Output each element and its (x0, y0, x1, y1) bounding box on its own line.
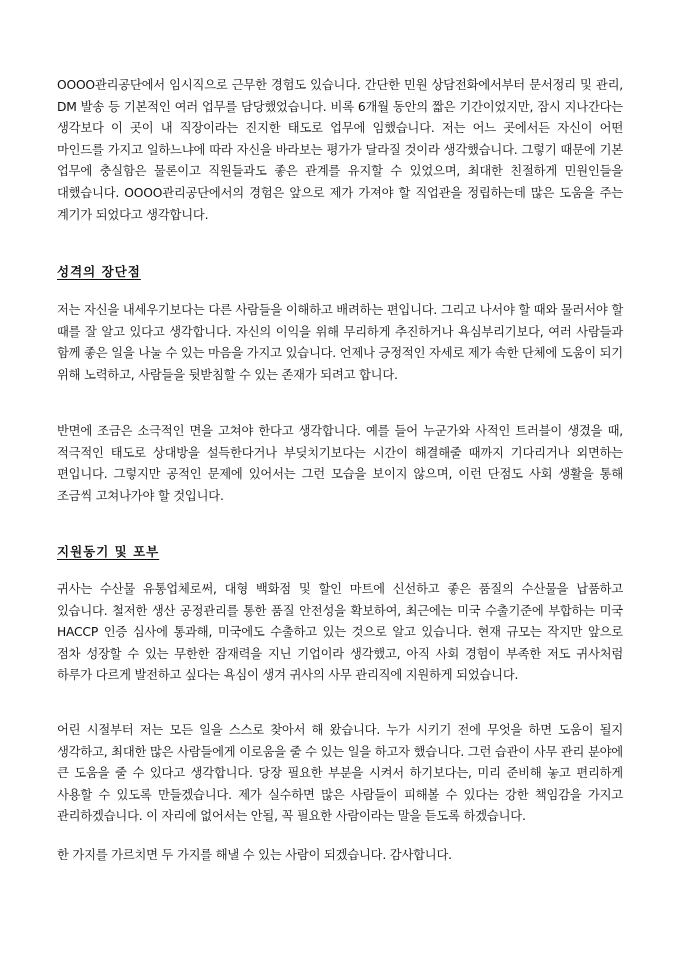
motivation-paragraph-ambition: 어린 시절부터 저는 모든 일을 스스로 찾아서 해 왔습니다. 누가 시키기 전에 무엇을 하면 도움이 될지 생각하고, 최대한 많은 사람들에게 이로움을 줄 수 있는 일을 하고자 했습니다. 그런 습관이 사무 관리 분야에 큰 도움을 줄 수 있다고 생각합니다. 당장 필요한 부분을 시켜서 하기보다는, 미리 준비해 놓고 편리하게 사용할 수 있도록 만들겠습니다. 제가 실수하면 많은 사람들이 피해볼 수 있다는 강한 책임감을 가지고 관리하겠습니다. 이 자리에 없어서는 안될, 꼭 필요한 사람이라는 말을 듣도록 하겠습니다. (57, 723, 623, 824)
closing-sentence: 한 가지를 가르치면 두 가지를 해낼 수 있는 사람이 되겠습니다. 감사합니다. (57, 848, 452, 862)
motivation-section-heading: 지원동기 및 포부 (57, 544, 160, 559)
weakness-paragraph: 반면에 조금은 소극적인 면을 고쳐야 한다고 생각합니다. 예를 들어 누군가와 사적인 트러블이 생겼을 때, 적극적인 태도로 상대방을 설득한다거나 부딪치기보다는 시간이 해결해줄 때까지 기다리거나 외면하는 편입니다. 그렇지만 공적인 문제에 있어서는 그런 모습을 보이지 않으며, 이런 단점도 사회 생활을 통해 조금씩 고쳐나가야 할 것입니다. (57, 424, 623, 503)
strength-paragraph: 저는 자신을 내세우기보다는 다른 사람들을 이해하고 배려하는 편입니다. 그리고 나서야 할 때와 물러서야 할 때를 잘 알고 있다고 생각합니다. 자신의 이익을 위해 무리하게 추진하거나 욕심부리기보다, 여러 사람들과 함께 좋은 일을 나눌 수 있는 마음을 가지고 있습니다. 언제나 긍정적인 자세로 제가 속한 단체에 도움이 되기 위해 노력하고, 사람들을 뒷받침할 수 있는 존재가 되려고 합니다. (57, 303, 623, 382)
work-experience-paragraph: OOOO관리공단에서 임시직으로 근무한 경험도 있습니다. 간단한 민원 상담전화에서부터 문서정리 및 관리, DM 발송 등 기본적인 여러 업무를 담당했었습니다. 비록 6개월 동안의 짧은 기간이었지만, 잠시 지나간다는 생각보다 이 곳이 내 직장이라는 진지한 태도로 업무에 임했습니다. 저는 어느 곳에서든 자신이 어떤 마인드를 가지고 일하느냐에 따라 자신을 바라보는 평가가 달라질 것이라 생각했습니다. 그렇기 때문에 기본 업무에 충실함은 물론이고 직원들과도 좋은 관계를 유지할 수 있었으며, 최대한 친절하게 민원인들을 대했습니다. OOOO관리공단에서의 경험은 앞으로 제가 가져야 할 직업관을 정립하는데 많은 도움을 주는 계기가 되었다고 생각합니다. (57, 78, 623, 222)
personality-section-heading: 성격의 장단점 (57, 264, 141, 279)
motivation-paragraph-company: 귀사는 수산물 유통업체로써, 대형 백화점 및 할인 마트에 신선하고 좋은 품질의 수산물을 납품하고 있습니다. 철저한 생산 공정관리를 통한 품질 안전성을 확보하여, 최근에는 미국 수출기준에 부합하는 미국 HACCP 인증 심사에 통과해, 미국에도 수출하고 있는 것으로 알고 있습니다. 현재 규모는 작지만 앞으로 점차 성장할 수 있는 무한한 잠재력을 지닌 기업이라 생각했고, 아직 사회 경험이 부족한 저도 귀사처럼 하루가 다르게 발전하고 싶다는 욕심이 생겨 귀사의 사무 관리직에 지원하게 되었습니다. (57, 582, 623, 683)
